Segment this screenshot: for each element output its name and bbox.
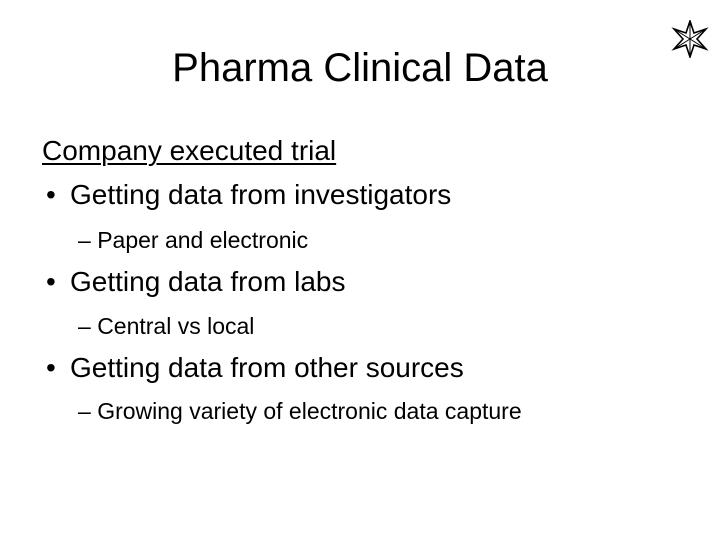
sub-bullet-item: [78, 312, 254, 340]
sub-bullet-glyph: –: [78, 398, 91, 424]
bullet-glyph: •: [46, 266, 56, 297]
sub-bullet-item: [78, 226, 308, 254]
bullet-glyph: •: [46, 352, 56, 383]
bullet-item: [46, 351, 464, 385]
sub-bullet-item: [78, 397, 522, 425]
bullet-glyph: •: [46, 179, 56, 210]
sub-bullet-glyph: –: [78, 227, 91, 253]
sub-bullet-text: Paper and electronic: [97, 227, 309, 253]
sub-bullet-glyph: –: [78, 313, 91, 339]
section-heading: Company executed trial: [42, 135, 337, 166]
bullet-text: Getting data from investigators: [70, 179, 452, 210]
sub-bullet-text: Growing variety of electronic data capture: [97, 398, 522, 424]
bullet-item: [46, 265, 345, 299]
bullet-text: Getting data from labs: [70, 266, 346, 297]
sub-bullet-text: Central vs local: [97, 313, 255, 339]
slide-title: Pharma Clinical Data: [172, 46, 548, 90]
bullet-item: [46, 178, 451, 212]
bullet-text: Getting data from other sources: [70, 352, 464, 383]
